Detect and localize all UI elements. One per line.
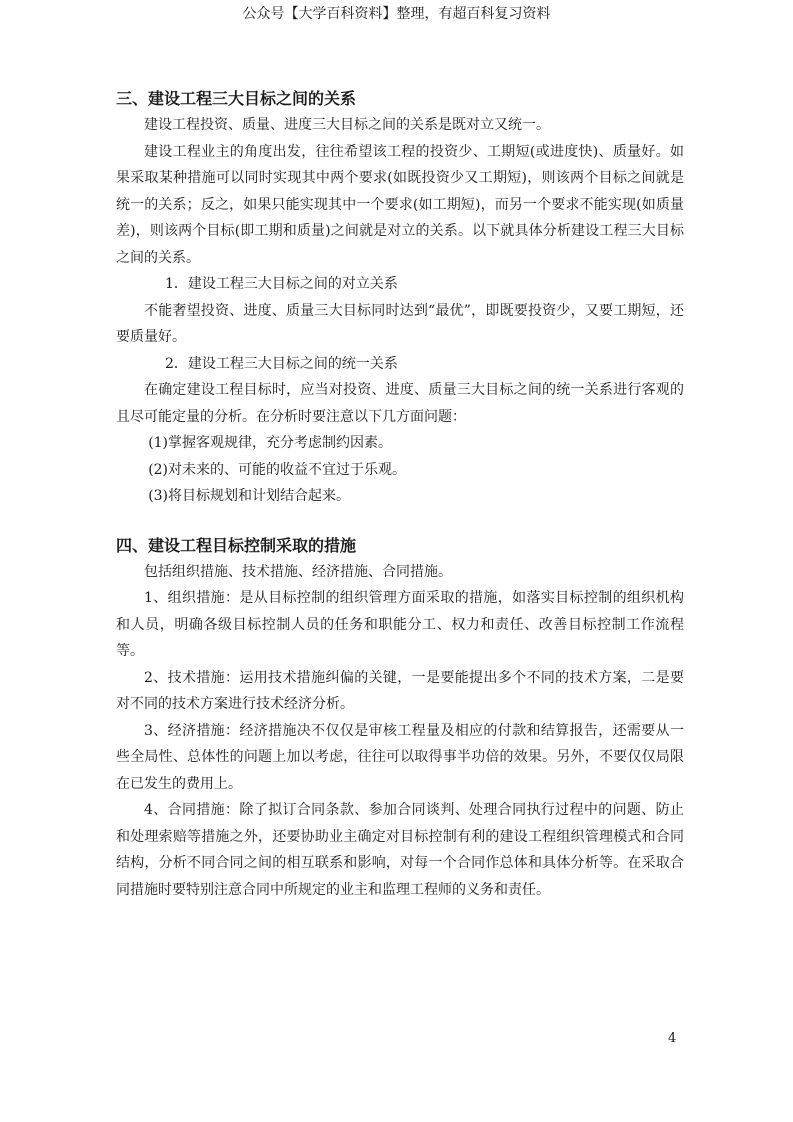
section-3-intro: 建设工程投资、质量、进度三大目标之间的关系是既对立又统一。 (144, 117, 550, 133)
section-4-title: 四、建设工程目标控制采取的措施 (116, 535, 357, 555)
subsection-1-text: 不能奢望投资、进度、质量三大目标同时达到“最优”，即既要投资少，又要工期短，还要质量好。 (116, 302, 684, 345)
section-4-intro: 包括组织措施、技术措施、经济措施、合同措施。 (144, 563, 452, 580)
subsection-1-title: 1．建设工程三大目标之间的对立关系 (165, 276, 398, 292)
subsection-2-text: 在确定建设工程目标时，应当对投资、进度、质量三大目标之间的统一关系进行客观的且尽可能定量的分析。在分析时要注意以下几方面问题： (116, 382, 684, 425)
measure-economic: 3、经济措施：经济措施决不仅仅是审核工程量及相应的付款和结算报告，还需要从一些全局性、总体性的问题上加以考虑，往往可以取得事半功倍的效果。另外，不要仅仅局限在已发生的费用上。 (116, 722, 684, 792)
subsection-2-title: 2．建设工程三大目标之间的统一关系 (165, 355, 398, 372)
measure-organizational: 1、组织措施：是从目标控制的组织管理方面采取的措施，如落实目标控制的组织机构和人员，明确各级目标控制人员的任务和职能分工、权力和责任、改善目标控制工作流程等。 (116, 590, 684, 659)
measure-technical: 2、技术措施：运用技术措施纠偏的关键，一是要能提出多个不同的技术方案，二是要对不同的技术方案进行技术经济分析。 (116, 669, 684, 712)
section-3-paragraph: 建设工程业主的角度出发，往往希望该工程的投资少、工期短(或进度快)、质量好。如果采取某种措施可以同时实现其中两个要求(如既投资少又工期短)，则该两个目标之间就是统一的关系；反之，如果只能实现其中一个要求(如工期短)，而另一个要求不能实现(如质量差)，则该两个目标(即工期和质量)之间就是对立的关系。以下就具体分析建设工程三大目标之间的关系。 (116, 143, 684, 266)
page-number: 4 (668, 1031, 677, 1046)
measure-contract: 4、合同措施：除了拟订合同条款、参加合同谈判、处理合同执行过程中的问题、防止和处理索赔等措施之外，还要协助业主确定对目标控制有利的建设工程组织管理模式和合同结构，分析不同合同之间的相互联系和影响，对每一个合同作总体和具体分析等。在采取合同措施时要特别注意合同中所规定的业主和监理工程师的义务和责任。 (116, 802, 684, 898)
list-item: (2)对未来的、可能的收益不宜过于乐观。 (148, 461, 407, 478)
list-item: (3)将目标规划和计划结合起来。 (148, 488, 351, 504)
page-content (116, 86, 684, 903)
list-item: (1)掌握客观规律，充分考虑制约因素。 (148, 435, 393, 451)
section-3-title: 三、建设工程三大目标之间的关系 (116, 89, 357, 108)
page-header: 公众号【大学百科资料】整理，有超百科复习资料 (242, 6, 551, 22)
